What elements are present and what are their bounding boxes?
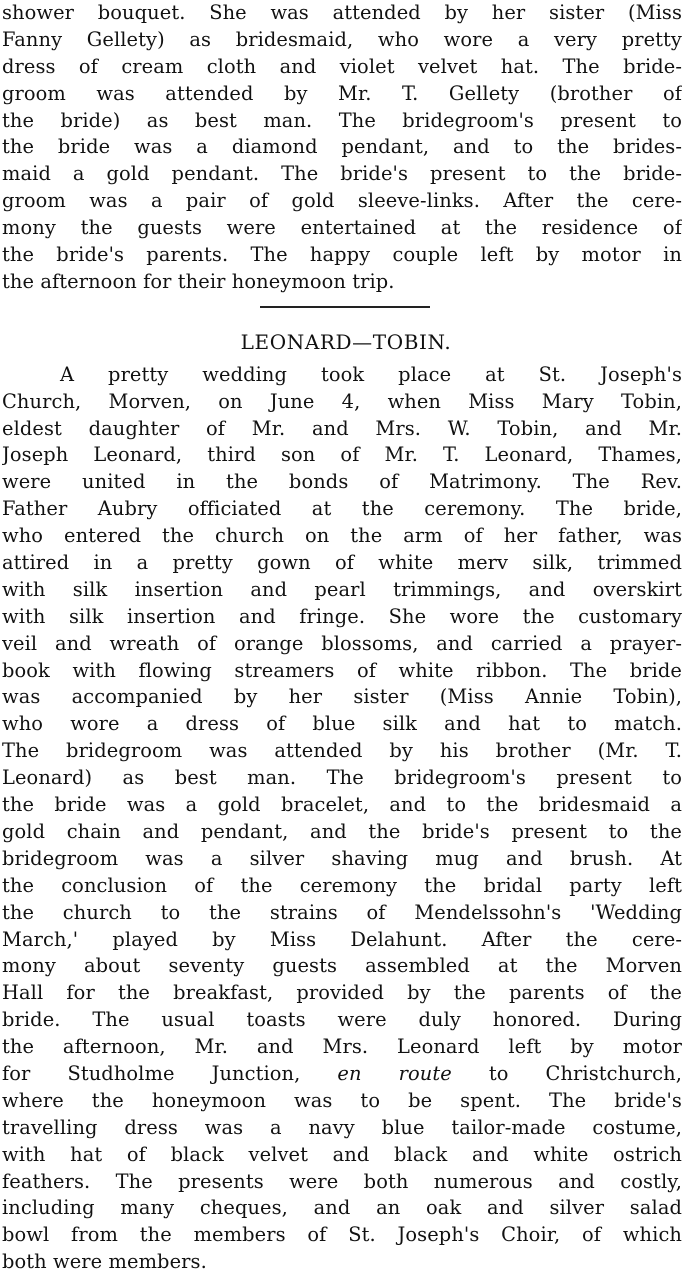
text-line: A pretty wedding took place at St. Joseph's: [60, 362, 682, 386]
text-line: with silk insertion and pearl trimmings, and overskirt: [2, 577, 682, 601]
text-line: gold chain and pendant, and the bride's present to the: [2, 819, 682, 843]
text-line: bridegroom was a silver shaving mug and brush. At: [2, 846, 682, 870]
text-line: with hat of black velvet and black and white ostrich: [2, 1142, 682, 1166]
section-divider: [2, 296, 682, 320]
text-line: were united in the bonds of Matrimony. The Rev.: [2, 470, 682, 494]
text-line: the bride's parents. The happy couple left by motor in: [2, 243, 682, 267]
text-line: book with flowing streamers of white ribbon. The bride: [2, 658, 682, 682]
text-line: Church, Morven, on June 4, when Miss Mary Tobin,: [2, 389, 682, 413]
text-line: veil and wreath of orange blossoms, and carried a prayer-: [2, 631, 682, 655]
divider-rule: [260, 306, 430, 308]
text-line: who entered the church on the arm of her father, was: [2, 524, 682, 548]
article-one-lines: [2, 0, 682, 296]
text-line: the bride was a diamond pendant, and to the brides-: [2, 135, 682, 159]
article-two-lines: [2, 362, 682, 1276]
text-line: Joseph Leonard, third son of Mr. T. Leonard, Thames,: [2, 443, 682, 467]
text-line: Fanny Gellety) as bridesmaid, who wore a very pretty: [2, 27, 682, 51]
text-line: was accompanied by her sister (Miss Annie Tobin),: [2, 685, 682, 709]
text-line: maid a gold pendant. The bride's present to the bride-: [2, 162, 682, 186]
text-line: the church to the strains of Mendelssohn's 'Wedding: [2, 900, 682, 924]
text-line: attired in a pretty gown of white merv silk, trimmed: [2, 551, 682, 575]
text-line: both were members.: [2, 1250, 207, 1274]
text-line: Hall for the breakfast, provided by the parents of the: [2, 981, 682, 1005]
text-line: mony the guests were entertained at the residence of: [2, 216, 682, 240]
text-line: bride. The usual toasts were duly honored. During: [2, 1008, 682, 1032]
text-line: Leonard) as best man. The bridegroom's present to: [2, 766, 682, 790]
text-line: bowl from the members of St. Joseph's Choir, of which: [2, 1223, 682, 1247]
text-line: mony about seventy guests assembled at the Morven: [2, 954, 682, 978]
text-line: dress of cream cloth and violet velvet hat. The bride-: [2, 54, 682, 78]
text-line: the bride) as best man. The bridegroom's present to: [2, 108, 682, 132]
text-line: travelling dress was a navy blue tailor-made costume,: [2, 1115, 682, 1139]
text-line: who wore a dress of blue silk and hat to match.: [2, 712, 682, 736]
italic-phrase: en route: [337, 1061, 452, 1085]
text-line: shower bouquet. She was attended by her sister (Miss: [2, 1, 682, 24]
text-line: eldest daughter of Mr. and Mrs. W. Tobin, and Mr.: [2, 416, 682, 440]
text-line: the bride was a gold bracelet, and to the bridesmaid a: [2, 793, 682, 817]
text-line: the afternoon, Mr. and Mrs. Leonard left by motor: [2, 1035, 682, 1059]
text-line: the conclusion of the ceremony the bridal party left: [2, 873, 682, 897]
text-line: groom was attended by Mr. T. Gellety (brother of: [2, 81, 682, 105]
text-line: for Studholme Junction, en route to Christchurch,: [2, 1061, 682, 1085]
text-line: The bridegroom was attended by his brother (Mr. T.: [2, 739, 682, 763]
text-line: groom was a pair of gold sleeve-links. After the cere-: [2, 189, 682, 213]
article-heading: LEONARD—TOBIN.: [240, 329, 452, 354]
article-one-continuation: [2, 0, 682, 296]
article-two: [2, 320, 682, 1276]
text-line: feathers. The presents were both numerous and costly,: [2, 1169, 682, 1193]
text-line: with silk insertion and fringe. She wore the customary: [2, 604, 682, 628]
text-line: the afternoon for their honeymoon trip.: [2, 269, 395, 293]
text-line: where the honeymoon was to be spent. The bride's: [2, 1088, 682, 1112]
text-line: March,' played by Miss Delahunt. After the cere-: [2, 927, 682, 951]
text-line: Father Aubry officiated at the ceremony. The bride,: [2, 497, 682, 521]
text-line: including many cheques, and an oak and silver salad: [2, 1196, 682, 1220]
